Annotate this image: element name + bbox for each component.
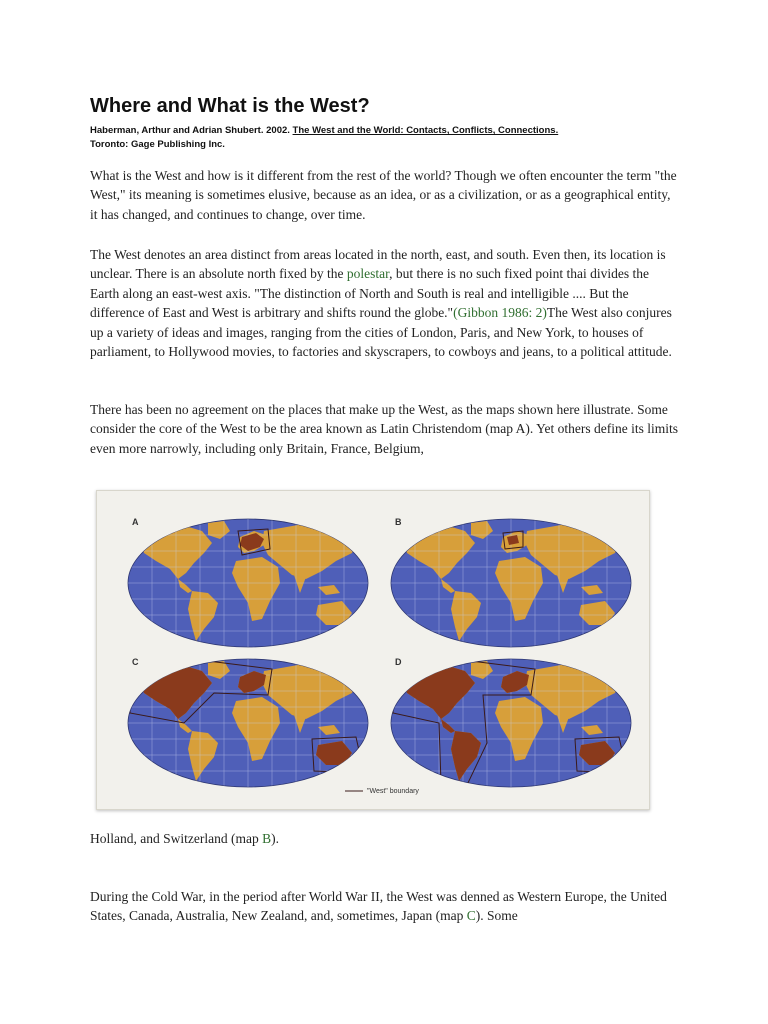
paragraph-text: During the Cold War, in the period after World War II, the West was denned as Western Europe, the United States, Canada, Australia, New Zealand, and, sometimes, Japan (map xyxy=(90,889,667,924)
citation xyxy=(90,124,690,152)
polestar-link[interactable]: polestar xyxy=(346,266,390,282)
map-d-label: D xyxy=(395,657,402,667)
gibbon-citation-link[interactable]: (Gibbon 1986: 2) xyxy=(453,305,547,321)
paragraph-no-agreement: There has been no agreement on the places that make up the West, as the maps shown here illustrate. Some consider the core of the West to be the area known as Latin Christendom (map A). Yet others define its limits even more narrowly, including only Britain, France, Belgium, xyxy=(90,402,679,456)
paragraph-text: The West denotes an area distinct from areas located in the north, east, and south. Even then, its location is unclear. There is an absolute north fixed by the xyxy=(90,247,666,282)
paragraph-text: ). xyxy=(271,831,279,846)
map-a xyxy=(128,517,368,647)
map-d xyxy=(391,657,631,787)
page-title: Where and What is the West? xyxy=(90,95,370,117)
map-c-label: C xyxy=(132,657,139,667)
paragraph-text: ). Some xyxy=(475,908,518,924)
map-b xyxy=(391,517,631,647)
world-maps-figure xyxy=(96,490,650,810)
paragraph-holland xyxy=(90,829,680,848)
map-c-link[interactable]: C xyxy=(466,908,476,924)
legend-label: "West" boundary xyxy=(367,788,419,795)
map-a-label: A xyxy=(132,517,139,527)
paragraph-text: The West also conjures up a variety of ideas and images, ranging from the cities of London, Paris, and New York, to houses of parliament, to Hollywood movies, to factories and skyscrapers, to cowboys and jeans, to a political attitude. xyxy=(90,305,672,360)
world-maps-svg xyxy=(97,491,649,809)
paragraph-text: Holland, and Switzerland (map xyxy=(90,831,263,846)
paragraph-text: , but there is no such fixed point thai divides the Earth along an east-west axis. "The distinction of North and South is real and intelligible .... But the difference of East and West is arbitrary and shifts round the globe." xyxy=(90,266,649,321)
map-b-link[interactable]: B xyxy=(262,831,272,846)
citation-book-title[interactable]: The West and the World: Contacts, Conflicts, Connections. xyxy=(292,125,559,136)
map-c xyxy=(128,657,368,787)
map-b-label: B xyxy=(395,517,402,527)
citation-publisher: Toronto: Gage Publishing Inc. xyxy=(90,139,225,150)
citation-authors: Haberman, Arthur and Adrian Shubert. 2002. xyxy=(90,125,290,136)
map-legend xyxy=(345,788,419,795)
paragraph-west-denotes xyxy=(90,245,680,361)
paragraph-cold-war xyxy=(90,887,680,926)
paragraph-intro: What is the West and how is it different from the rest of the world? Though we often encounter the term "the West," its meaning is sometimes elusive, because as an idea, or as a civilization, or as a geographical entity, it has changed, and continues to change, over time. xyxy=(90,168,677,222)
